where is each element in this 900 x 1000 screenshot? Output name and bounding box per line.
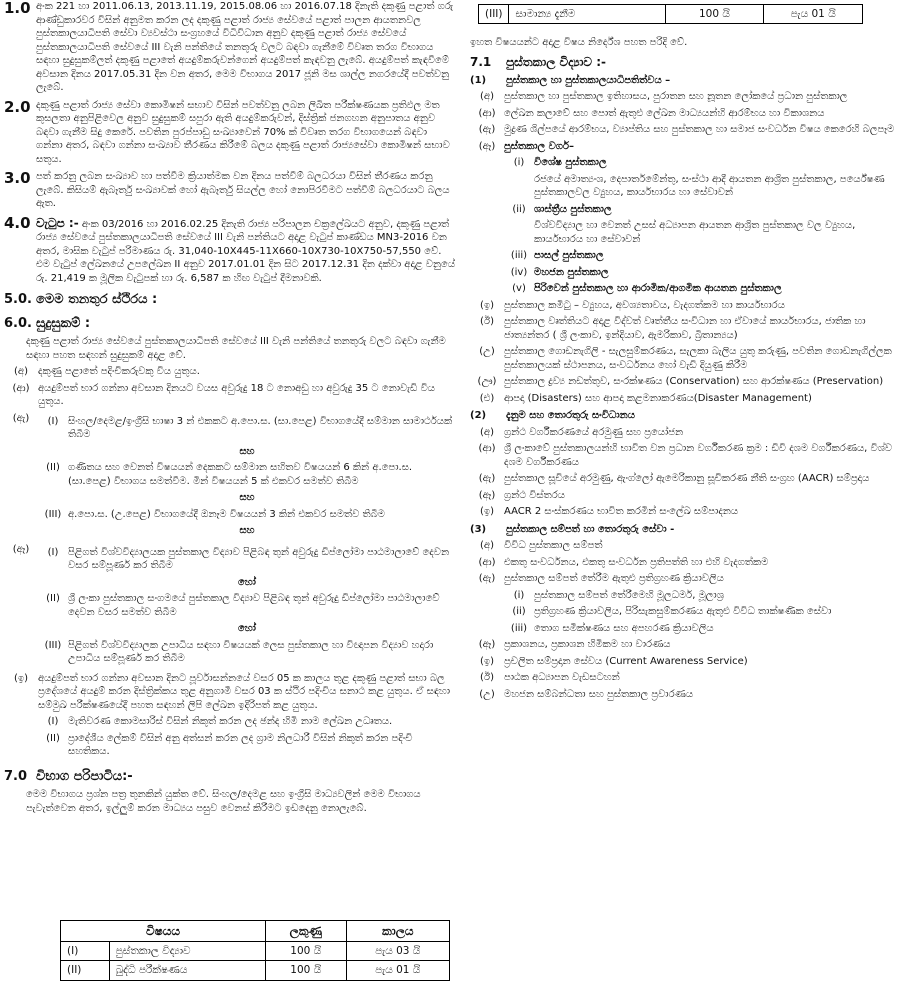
- qualification-c-2: (II) ගණිතය සහ වෙනත් විෂයයන් දෙකකට සම්මාන සහිතව විෂයයන් 6 කින් අ.පො.ස. (සා.පෙළ) විභාගය සමත්වීම. මින් විෂයයන් 5 ක් එකවර සමත්ව තිබීම: [46, 462, 413, 487]
- list-item: (ඇ) පුස්තකාල සම්පත් තේරීම ඇතුළු ප්‍රතිග්‍රහණ ක්‍රියාවලිය: [478, 573, 724, 585]
- and-label: සහ: [239, 445, 255, 457]
- qualification-c-1: (I) සිංහල/දෙමළ/ඉංග්‍රීසි භාෂා 3 න් එකකට අ.පො.ස. (සා.පෙළ) විභාගයේදී සම්මාන සාමාර්ථයක් තිබීම: [47, 415, 453, 441]
- list-item: (උ) මහජන සම්බන්ධතා සහ පුස්තකාල ප්‍රවාරණය: [479, 688, 694, 700]
- qualification-e-1: (I) මැතිවරණ කොමසාරිස් විසින් නිකුත් කරන ලද ඡන්ද හිමි නාම ලේඛන උධෘතය.: [47, 716, 393, 728]
- table-row: (III) සාමාන්‍ය දැනීම 100 යි පැය 01 යි: [479, 5, 863, 24]
- qualification-e: (ඉ) අයදුම්පත් භාර ගන්නා අවසාන දිනට පූර්වාසන්නයේ වසර 05 ක කාලය තුළ දකුණු පළාත් සභා බල ප්‍රදේශයේ අයදුම් කරන දිස්ත්‍රික්කය තුළ අනුගාමී වසර 03 ක ස්ථිර පදිංචිය සනාථ කළ යුතුය. ඒ සඳහා සම්මුඛ පරීක්ෂණයේදී පහත සඳහන් ලිපි ලේඛන ඉදිරිපත් කළ යුතුය. (I) මැතිවරණ කොමසාරිස් විසින් නිකුත් කරන ලද ඡන්ද හිමි නාම ලේඛන උධෘතය. (II) ප්‍රාදේශීය ලේකම් විසින් අනු අත්සන් කරන ලද ග්‍රාම නිලධාරී විසින් නිකුත් කරන පදිංචි සහතිකය.: [4, 672, 456, 762]
- subsection-3-heading: (3) පුස්තකාල සම්පත් හා තොරතුරු සේවා -: [470, 523, 675, 535]
- list-item: (ඊ) පුස්තකාල වෘත්තියට අදාළ විද්වත් වෘත්තීය සංවිධාන හා ඒවායේ කාර්යභාරය, ජාතික හා ජාත්‍යන්තර ( ශ්‍රී ලංකාව, ඉන්දියාව, ඇමරිකාව, බ්‍රිතාන්‍යය): [480, 316, 866, 341]
- list-item: (ඉ) පුස්තකාල කමිටු – ව්‍යුහය, අවශ්‍යතාවය, වැදගත්කම හා කාර්යභාරය: [479, 299, 785, 311]
- section-7-heading: [4, 768, 456, 786]
- list-item: (ඉ) ප්‍රචලිත සම්ප්‍රදාන සේවය (Current Awareness Service): [479, 655, 748, 667]
- table-row: (II) බුද්ධි පරීක්ෂණය 100 යි පැය 01 යි: [61, 961, 450, 980]
- paragraph-number: 1.0: [4, 0, 31, 17]
- library-type: (iv) මහජන පුස්තකාල: [510, 266, 609, 278]
- qualification-d-2: (II) ශ්‍රී ලංකා පුස්තකාල සංගමයේ පුස්තකාල විද්‍යාව පිළිබඳ තුන් අවුරුදු ඩිප්ලෝමා පාඨමාලාවේ දෙවන වසර සමත්ව තිබීම: [46, 593, 440, 618]
- qualifications-intro: දකුණු පළාත් රාජ්‍ය සේවයේ පුස්තකාලයාධිපති සේවයේ III වැනි පන්තියේ තනතුරු වලට බඳවා ගැනීම සඳහා පහත සඳහන් සුදුසුකම් අදාළ වේ.: [26, 336, 446, 361]
- and-label: සහ: [239, 492, 255, 504]
- section-7-1-heading: 7.1 පුස්තකාල විද්‍යාව :-: [470, 54, 606, 69]
- paragraph-4: [4, 215, 456, 286]
- list-item: (ඇ) මුද්‍රණ ශිල්පයේ ආරම්භය, ව්‍යාප්තිය සහ පුස්තකාල හා සමාජ සංවර්ධන විෂය කෙරෙහි බලපෑම: [478, 124, 895, 136]
- section-title: විභාග පරිපාටිය:-: [36, 768, 133, 784]
- library-type: (ii) ශාස්ත්‍රීය පුස්තකාල: [512, 203, 612, 215]
- library-type: (iii) පාසල් පුස්තකාල: [510, 250, 604, 262]
- section-number: 7.0: [4, 768, 28, 784]
- or-label: හෝ: [238, 576, 256, 588]
- salary-label: වැටුප :-: [36, 215, 79, 230]
- library-type: (v) පිරිවෙන් පුස්තකාල හා ආරාමික/ආගමික ආයතන පුස්තකාල: [512, 283, 782, 295]
- section-6-heading: [4, 315, 456, 333]
- subsection-2-heading: (2) දැනුම සහ තොරතුරු සංවිධානය: [470, 410, 635, 422]
- table-row: (I) පුස්තකාල විද්‍යාව 100 යි පැය 03 යි: [61, 942, 450, 961]
- qualification-a: (අ) දකුණු පළාතේ පදිංචිකරුවකු විය යුතුය.: [14, 366, 200, 378]
- section-number: 6.0.: [4, 315, 32, 331]
- list-item: (ආ) ලේඛන කලාවේ සහ පොත් ඇතුළු ලේඛන මාධ්‍යයන්හි ආරම්භය හා විකාශනය: [478, 107, 825, 119]
- list-item: (උ) පුස්තකාල ගොඩනැගිලි - සැලසුම්කරණය, සැලකා බැලිය යුතු කරුණු, පවතින ගොඩනැගිල්ලක පුස්තකාලයක් ස්ථාපනය, සංවර්ධනය හෝ වැඩි දියුණු කිරීම: [479, 346, 892, 371]
- syllabus-note: ඉහත විෂයයන්ට අදාළ විෂය නිර්දේශ පහත පරිදි වේ.: [470, 37, 688, 48]
- qualification-e-text: අයදුම්පත් භාර ගන්නා අවසාන දිනට පූර්වාසන්නයේ වසර 05 ක කාලය තුළ දකුණු පළාත් සභා බල ප්‍රදේශයේ අයදුම් කරන දිස්ත්‍රික්කය තුළ අනුගාමී වසර 03 ක ස්ථිර පදිංචිය සනාථ කළ යුතුය. ඒ සඳහා සම්මුඛ පරීක්ෂණයේදී පහත සඳහන් ලිපි ලේඛන ඉදිරිපත් කළ යුතුය.: [38, 672, 451, 711]
- qualification-d-3: (III) පිළිගත් විශ්වවිද්‍යාලක උපාධිය සඳහා විෂයයක් ලෙස පුස්තකාල හා විඥාපන විද්‍යාව හදාරා උපාධිය සම්පූර්ණ කර තිබීම: [44, 639, 434, 665]
- list-item: (i) පුස්තකාල සම්පත් තේරීමෙහි මූලධර්ම, මූලාශ්‍ර: [513, 589, 724, 601]
- table-header-row: [61, 921, 450, 942]
- paragraph-text: පත් කරනු ලබන සංඛ්‍යාව හා පත්වීම ක්‍රියාත්මක වන දිනය පත්වීම් බලධරයා විසින් තීරණය කරනු ලැබේ. කිසියම් ඇබෑර්තු සංඛ්‍යාවක් හෝ ඇබෑර්තු සියල්ල හෝ නොපිරවීමට පත්වීම් බලධරයාට බලය ඇත.: [36, 171, 450, 209]
- paragraph-1: [4, 0, 456, 95]
- list-item: (ඊ) පාඨක අධ්‍යාපන වැඩසටහන්: [480, 672, 620, 684]
- list-item: (ආ) ශ්‍රී ලංකාවේ පුස්තකාලයන්හි භාවිත වන ප්‍රධාන වර්ගීකරණ ක්‍රම : ඩිවි දශම වර්ගීකරණය, විශ්ව දශම වර්ගීකරණය: [478, 443, 893, 468]
- list-item: (ඇ) පුස්තකාල සූචියේ අරමුණු, ඇංග්ලෝ ඇමෙරිකානු සූචිකරණ නීති සංග්‍රහ (AACR) සම්ප්‍රදාය: [478, 473, 870, 485]
- list-item: (ii) ප්‍රතිග්‍රහණ ක්‍රියාවලිය, පිරිසැකසුම්කරණය ඇතුළු විවිධ තාක්ෂණික සේවා: [512, 606, 832, 618]
- paragraph-number: 3.0: [4, 169, 31, 187]
- list-item: (අ) විවිධ පුස්තකාල සම්පත්: [480, 540, 603, 552]
- list-item: (ඈ) ග්‍රන්ථ විස්තරය: [478, 489, 565, 501]
- column-header: කාලය: [346, 921, 449, 942]
- list-item: (iii) තොග සමීක්ෂණය සහ අපහරණ ක්‍රියාවලිය: [510, 622, 714, 634]
- qualification-e-2: (II) ප්‍රාදේශීය ලේකම් විසින් අනු අත්සන් කරන ලද ග්‍රාම නිලධාරී විසින් නිකුත් කරන පදිංචි සහතිකය.: [46, 732, 413, 758]
- paragraph-number: 4.0: [4, 213, 31, 232]
- column-header: විෂයය: [61, 921, 266, 942]
- list-item: (ආ) එකතු සංවර්ධනය, එකතු සංවර්ධන ප්‍රතිපත්ති හා එහි වැදගත්කම: [478, 556, 769, 568]
- qualification-b: (ආ) අයදුම්පත් භාර ගන්නා අවසාන දිනයට වයස අවුරුදු 18 ට නොඅඩු හා අවුරුදු 35 ට නොවැඩි විය යුතුය.: [12, 382, 435, 408]
- left-column: [4, 0, 456, 815]
- section-title: සුදුසුකම් :: [36, 315, 91, 331]
- section-title: මෙම තනතුර ස්ථිරය :: [36, 292, 158, 307]
- subsection-1-heading: (1) පුස්තකාල හා පුස්තකාලයාධිපතිත්වය –: [470, 74, 671, 86]
- section-number: 5.0.: [4, 292, 32, 307]
- section-5-heading: [4, 291, 456, 309]
- paragraph-text: දකුණු පළාත් රාජ්‍ය සේවා කොමිෂන් සභාව විසින් පවත්වනු ලබන ලිඛිත පරීක්ෂණයක ප්‍රතිඵල මත කුසලතා අනුපිළිවෙල අනුව සුදුසුකම් සපුරා ඇති අයදුම්කරුවන්, දිස්ත්‍රික් ජනගහන අනුපාතය අනුව බඳවා ගැනීම සිදු කෙරේ. පවතින පුරප්පාඩු සංඛ්‍යාවෙන් 70% ක් විවෘත තරග විභාගයෙන් බඳවා ගන්නා අතර, බඳවා ගන්නා සංඛ්‍යාව තීරණය කිරීමේ බලය දකුණු පළාත් රාජ්‍යසේවා කොමිෂන් සභාව සතුය.: [36, 99, 450, 165]
- qualification-d: (ඈ) (I) පිළිගත් විශ්වවිද්‍යාලයක පුස්තකාල විද්‍යාව පිළිබඳ තුන් අවුරුදු ඩිප්ලෝමා පාඨමාලාවේ දෙවන වසර සම්පූර්ණ කර තිබීම හෝ (II) ශ්‍රී ලංකා පුස්තකාල සංගමයේ පුස්තකාල විද්‍යාව පිළිබඳ තුන් අවුරුදු ඩිප්ලෝමා පාඨමාලාවේ දෙවන වසර සමත්ව තිබීම හෝ (III) පිළිගත් විශ්වවිද්‍යාලක උපාධිය සඳහා විෂයයක් ලෙස පුස්තකාල හා විඥාපන විද්‍යාව හදාරා උපාධිය සම්පූර්ණ කර තිබීම: [4, 543, 456, 669]
- qualification-d-1: (I) පිළිගත් විශ්වවිද්‍යාලයක පුස්තකාල විද්‍යාව පිළිබඳ තුන් අවුරුදු ඩිප්ලෝමා පාඨමාලාවේ දෙවන වසර සම්පූර්ණ කර තිබීම: [47, 546, 450, 572]
- qualification-c-3: (III) අ.පො.ස. (උ.පෙළ) විභාගයේදී ඔනෑම විෂයයන් 3 කින් එකවර සමත්ව තිබීම: [44, 508, 385, 520]
- qualification-c: (ඇ) (I) සිංහල/දෙමළ/ඉංග්‍රීසි භාෂා 3 න් එකකට අ.පො.ස. (සා.පෙළ) විභාගයේදී සම්මාන සාමාර්ථයක් තිබීම සහ (II) ගණිතය සහ වෙනත් විෂයයන් දෙකකට සම්මාන සහිතව විෂයයන් 6 කින් අ.පො.ස. (සා.පෙළ) විභාගය සමත්වීම. මින් විෂයයන් 5 ක් එකවර සමත්ව තිබීම සහ (III) අ.පො.ස. (උ.පෙළ) විභාගයේදී ඔනෑම විෂයයන් 3 කින් එකවර සමත්ව තිබීම සහ: [4, 412, 456, 540]
- list-item: (එ) ආපදා (Disasters) සහ ආපදා කළමනාකරණය(Disaster Management): [479, 392, 812, 404]
- exam-intro: මෙම විභාගය ප්‍රශ්න පත්‍ර තුනකින් යුක්ත වේ. සිංහල/දෙමළ සහ ඉංග්‍රීසි මාධ්‍යවලින් මෙම විභාගය පැවැත්වෙන අතර, ඉල්ලුම් කරන මාධ්‍යය පසුව වෙනස් කිරීමට ඉඩදෙනු නොලැබේ.: [26, 789, 421, 814]
- library-type: (i) විශේෂ පුස්තකාල: [513, 157, 607, 169]
- sub-list: [470, 589, 898, 636]
- list-item: (ඈ) පුස්තකාල වර්ග–: [478, 140, 574, 152]
- list-item: (අ) පුස්තකාල හා පුස්තකාල ඉතිහාසය, පුරාතන සහ නූතන ලෝකයේ ප්‍රධාන පුස්තකාල: [480, 91, 848, 103]
- column-header: ලකුණු: [265, 921, 346, 942]
- paragraph-3: [4, 170, 456, 211]
- library-types: (i) විශේෂ පුස්තකාල රජයේ අමාත්‍යංශ, දෙපාර්තමේන්තු, සංස්ථා ආදී ආයතන ආශ්‍රිත පුස්තකාල, පර්යේෂණ පුස්තකාලවල ව්‍යුහය, කාර්යභාරය හා සේවාවන් (ii) ශාස්ත්‍රීය පුස්තකාල විශ්වවිද්‍යාල හා වෙනත් උසස් අධ්‍යාපන ආයතන ආශ්‍රිත පුස්තකාල වල ව්‍යුහය, කාර්යභාරය හා සේවාවන් (iii) පාසල් පුස්තකාල (iv) මහජන පුස්තකාල (v) පිරිවෙන් පුස්තකාල හා ආරාමික/ආගමික ආයතන පුස්තකාල: [470, 156, 898, 296]
- list-item: (අ) ග්‍රන්ථ වර්ගීකරණයේ අරමුණු සහ ප්‍රයෝජන: [480, 426, 684, 438]
- paragraph-number: 2.0: [4, 97, 31, 116]
- list-item: (ඌ) පුස්තකාල ද්‍රව්‍ය නඩත්තුව, සංරක්ෂණය (Conservation) සහ ආරක්ෂණය (Preservation): [477, 376, 884, 388]
- right-column: [470, 36, 898, 704]
- or-label: හෝ: [238, 623, 256, 635]
- list-item: (ඈ) ප්‍රකාශනය, ප්‍රකාශන හිමිකම හා වාරණය: [478, 639, 671, 651]
- exam-table: [60, 920, 450, 981]
- and-label: සහ: [239, 525, 255, 537]
- paragraph-text: අංක 221 හා 2011.06.13, 2013.11.19, 2015.08.06 හා 2016.07.18 දිනැති දකුණු පළාත් ගරු ආණ්ඩුකාරවර විසින් අනුමත කරන ලද දකුණු පළාත් රාජ්‍ය සේවයේ පළාත් පාලන ආයතනවල පුස්තකාලයාධිපති සේවා ව්‍යවස්ථා සංග්‍රහයේ විධිවිධාන අනුව දකුණු පළාත් රාජ්‍ය සේවයේ පුස්තකාලයාධිපති සේවයේ III වැනි පන්තියේ තනතුරු වලට බඳවා ගැනීමේ විවෘත තරග විභාගය සඳහා සුදුසුකම්ලත් දකුණු පළාතේ අයදුම්කරුවන්ගෙන් අයදුම්පත් කැඳවනු ලැබේ. අයදුම්පත් කැඳවීමේ අවසාන දිනය 2017.05.31 දින වන අතර, මෙම විභාගය 2017 ජූනි මස ශාල්ල නගරයේදී පවත්වනු ලැබේ.: [36, 1, 454, 93]
- paragraph-2: [4, 99, 456, 167]
- paragraph-text: අංක 03/2016 හා 2016.02.25 දිනැති රාජ්‍ය පරිපාලන චක්‍රලේඛයට අනුව, දකුණු පළාත් රාජ්‍ය සේවයේ පුස්තකාලයාධිපති සේවයේ III වැනි පන්තියට අදාළ වැටුප් කාණ්ඩය MN3-2016 වන අතර, මාසික වැටුප් පරිමාණය රු. 31,040-10X445-11X660-10X730-10X750-57,550 වේ. එම වැටුප් ලේඛනයේ උපලේඛන II අනුව 2017.01.01 දින සිට 2017.12.31 දින දක්වා අදාළ වනුයේ රු. 21,419 ක මූලික වැටුපක් හා රු. 6,587 ක හිඟ වැටුප් දීමනාවකි.: [36, 218, 456, 284]
- list-item: (ඉ) AACR 2 සංස්කරණය භාවිත කරමින් සංලේඛ සම්පාදනය: [479, 506, 739, 518]
- exam-table-continued: [478, 4, 863, 24]
